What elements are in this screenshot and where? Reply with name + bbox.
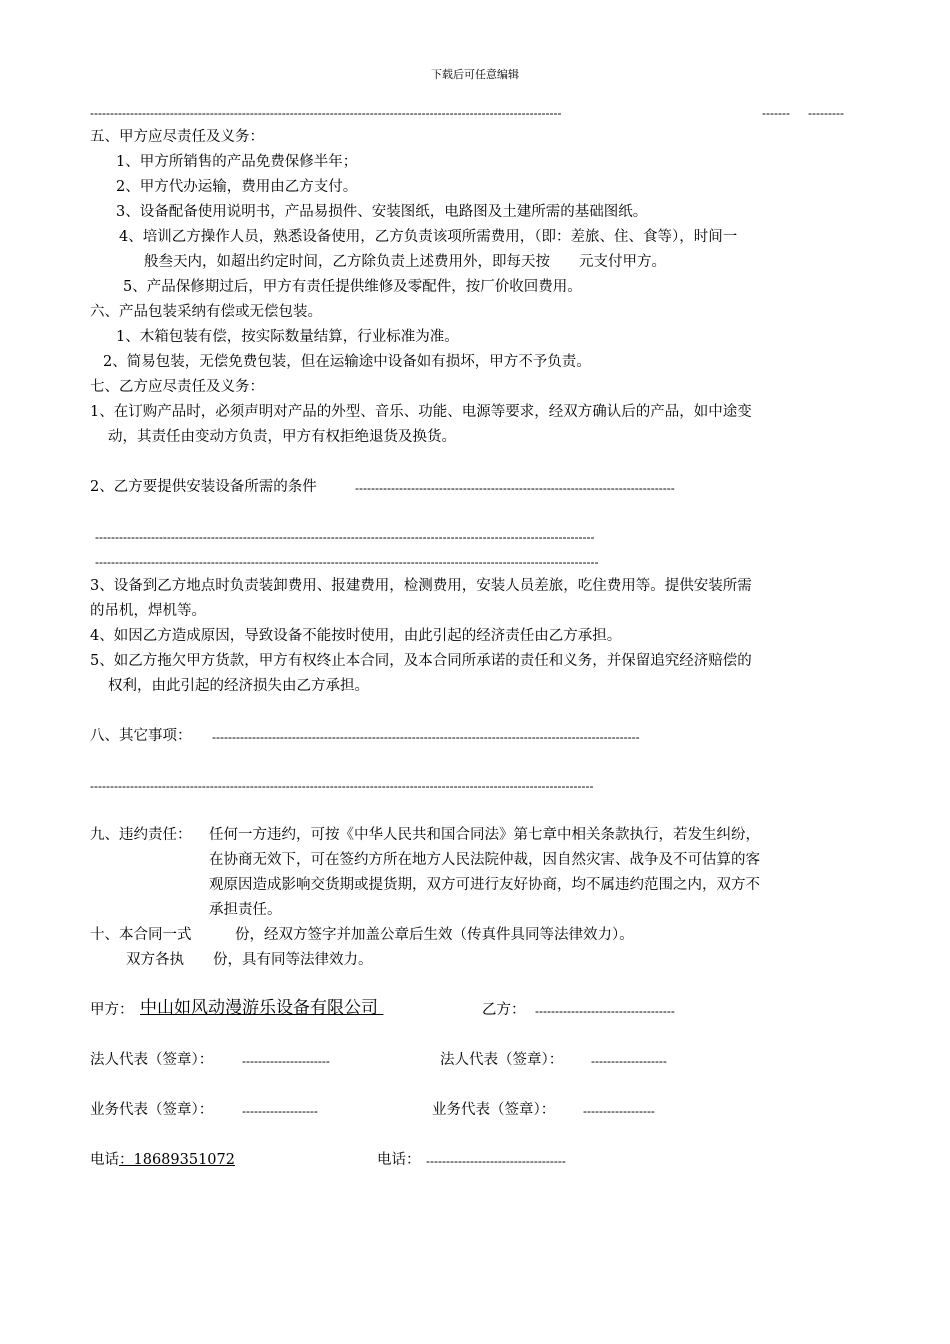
section-9-label: 九、违约责任： bbox=[90, 827, 192, 843]
section-7-item-5: 5、如乙方拖欠甲方货款，甲方有权终止本合同，及本合同所承诺的责任和义务，并保留追究经济赔偿的 bbox=[90, 653, 752, 669]
phone-b-label: 电话： bbox=[377, 1152, 421, 1168]
section-5-title: 五、甲方应尽责任及义务： bbox=[90, 129, 264, 145]
party-b-blank: ----------------------------------- bbox=[535, 1004, 675, 1018]
section-7-item-1-cont: 动，其责任由变动方负责，甲方有权拒绝退货及换货。 bbox=[108, 429, 456, 445]
section-8-blank-2: ------------------------------------------------------------------------------------------------------------------------------ bbox=[90, 779, 594, 793]
section-7-item-4: 4、如因乙方造成原因，导致设备不能按时使用，由此引起的经济责任由乙方承担。 bbox=[90, 628, 622, 644]
party-b-label: 乙方： bbox=[482, 1002, 526, 1018]
section-9-line-3: 观原因造成影响交货期或提货期，双方可进行友好协商，均不属违约范围之内，双方不 bbox=[209, 877, 760, 893]
business-rep-a-label: 业务代表（签章）： bbox=[90, 1102, 214, 1118]
section-7-blank-line-1: ----------------------------------------------------------------------------------------------------------------------------- bbox=[95, 530, 595, 544]
top-rule-end: --------- bbox=[808, 106, 844, 120]
legal-rep-b-label: 法人代表（签章）： bbox=[440, 1052, 564, 1068]
section-7-blank-line-2: ------------------------------------------------------------------------------------------------------------------------------ bbox=[95, 555, 599, 569]
legal-rep-a-label: 法人代表（签章）： bbox=[90, 1052, 214, 1068]
business-rep-b-blank: ------------------ bbox=[583, 1104, 655, 1118]
section-7-item-5-cont: 权利，由此引起的经济损失由乙方承担。 bbox=[108, 678, 369, 694]
phone-a-label: 电话 bbox=[90, 1152, 119, 1168]
legal-rep-a-blank: ---------------------- bbox=[242, 1054, 330, 1068]
section-10-line-2: 双方各执 份，具有同等法律效力。 bbox=[126, 952, 373, 968]
section-5-item-3: 3、设备配备使用说明书，产品易损件、安装图纸，电路图及土建所需的基础图纸。 bbox=[116, 204, 648, 220]
top-rule-long: ---------------------------------------------------------------------------------------------------------------------- bbox=[90, 106, 562, 120]
section-6-item-2: 2、简易包装，无偿免费包装，但在运输途中设备如有损坏，甲方不予负责。 bbox=[103, 354, 591, 370]
phone-a-value: ：18689351072 bbox=[119, 1152, 235, 1168]
section-10-line-1: 十、本合同一式 份，经双方签字并加盖公章后生效（传真件具同等法律效力）。 bbox=[90, 927, 634, 943]
section-9-line-2: 在协商无效下，可在签约方所在地方人民法院仲裁，因自然灾害、战争及不可估算的客 bbox=[209, 852, 760, 868]
section-7-title: 七、乙方应尽责任及义务： bbox=[90, 379, 264, 395]
section-7-item-3-cont: 的吊机，焊机等。 bbox=[90, 603, 206, 619]
section-7-item-3: 3、设备到乙方地点时负责装卸费用、报建费用，检测费用，安装人员差旅，吃住费用等。提供安装所需 bbox=[90, 578, 752, 594]
section-7-item-2: 2、乙方要提供安装设备所需的条件 bbox=[90, 479, 317, 495]
section-5-item-1: 1、甲方所销售的产品免费保修半年； bbox=[116, 154, 358, 170]
section-9-line-1: 任何一方违约，可按《中华人民共和国合同法》第七章中相关条款执行，若发生纠纷， bbox=[209, 827, 760, 843]
section-8-label: 八、其它事项： bbox=[90, 728, 192, 744]
section-8-blank-1: ----------------------------------------------------------------------------------------------------------- bbox=[212, 730, 640, 744]
section-5-item-2: 2、甲方代办运输，费用由乙方支付。 bbox=[116, 179, 358, 195]
section-7-item-2-blank: -------------------------------------------------------------------------------- bbox=[355, 481, 675, 495]
party-a-name: 中山如风动漫游乐设备有限公司 bbox=[140, 998, 384, 1018]
section-5-item-5: 5、产品保修期过后，甲方有责任提供维修及零配件，按厂价收回费用。 bbox=[123, 279, 582, 295]
top-rule-mid: ------- bbox=[762, 106, 790, 120]
section-5-item-4-cont: 般叁天内，如超出约定时间，乙方除负责上述费用外，即每天按 元支付甲方。 bbox=[144, 254, 666, 270]
section-6-title: 六、产品包装采纳有偿或无偿包装。 bbox=[90, 304, 322, 320]
page-header: 下载后可任意编辑 bbox=[431, 68, 519, 81]
phone-b-blank: ----------------------------------- bbox=[426, 1154, 566, 1168]
section-7-item-1: 1、在订购产品时，必须声明对产品的外型、音乐、功能、电源等要求，经双方确认后的产品，如中途变 bbox=[90, 404, 752, 420]
party-a-label: 甲方： bbox=[90, 1002, 134, 1018]
section-9-line-4: 承担责任。 bbox=[209, 902, 282, 918]
business-rep-b-label: 业务代表（签章）： bbox=[432, 1102, 556, 1118]
business-rep-a-blank: ------------------- bbox=[242, 1104, 318, 1118]
legal-rep-b-blank: ------------------- bbox=[591, 1054, 667, 1068]
section-6-item-1: 1、木箱包装有偿，按实际数量结算，行业标准为准。 bbox=[116, 329, 459, 345]
section-5-item-4: 4、培训乙方操作人员，熟悉设备使用，乙方负责该项所需费用，（即：差旅、住、食等），时间一 bbox=[119, 229, 738, 245]
